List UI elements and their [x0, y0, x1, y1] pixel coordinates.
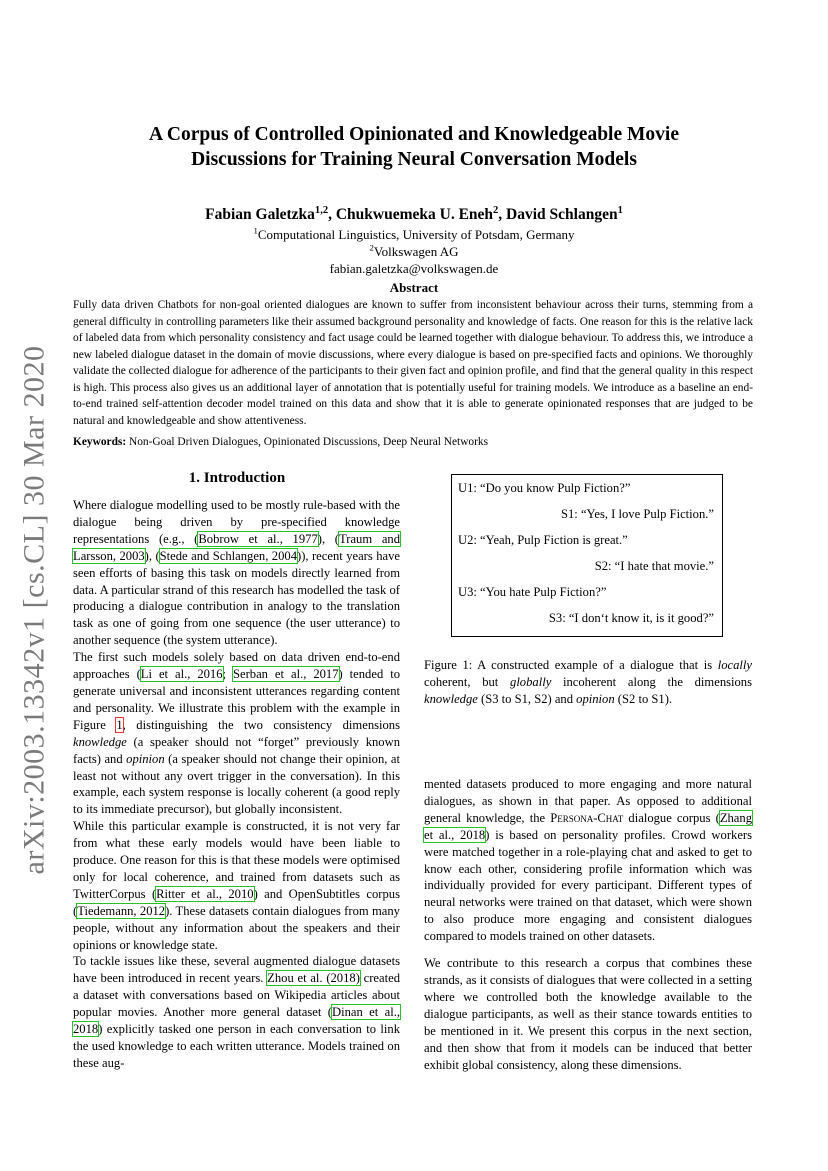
citation-dinan[interactable]: Dinan et al., 2018	[73, 1005, 400, 1037]
figure-1-caption: Figure 1: A constructed example of a dialogue that is locally coherent, but globally incoherent along the dimensions knowledge (S3 to S1, S2) and opinion (S2 to S1).	[424, 658, 753, 706]
right-column	[424, 776, 752, 1073]
keywords-text: Non-Goal Driven Dialogues, Opinionated Discussions, Deep Neural Networks	[126, 436, 489, 448]
abstract-text: Fully data driven Chatbots for non-goal oriented dialogues are known to suffer from inconsistent behaviour across their turns, stemming from a general difficulty in controlling parameters like their assumed background personality and knowledge of facts. One reason for this is the relative lack of labeled data from which personality consistency and fact usage could be learned together with dialogue behaviour. To address this, we introduce a new labeled dialogue dataset in the domain of movie discussions, where every dialogue is based on pre-specified facts and opinions. We thoroughly validate the collected dialogue for adherence of the participants to their given fact and opinion profile, and find that the general quality in this respect is high. This process also gives us an additional layer of annotation that is potentially useful for training models. We introduce as a baseline an end-to-end trained self-attention decoder model trained on this data and show that it is able to generate opinionated responses that are judged to be natural and knowledgeable and show attentiveness.	[73, 299, 753, 427]
section-heading-introduction: 1. Introduction	[188, 470, 286, 486]
dialogue-u2: U2: “Yeah, Pulp Fiction is great.”	[458, 533, 628, 547]
citation-stede[interactable]: Stede and Schlangen, 2004	[159, 548, 297, 563]
citation-ritter[interactable]: Ritter et al., 2010	[156, 886, 254, 901]
paper-title	[100, 122, 728, 172]
author-1-affil: 1,2	[314, 204, 329, 216]
citation-serban[interactable]: Serban et al., 2017	[233, 667, 339, 682]
citation-zhou[interactable]: Zhou et al. (2018)	[267, 971, 360, 986]
author-2: Chukwuemeka U. Eneh	[335, 206, 494, 223]
title-line-1: A Corpus of Controlled Opinionated and Knowledgeable Movie	[149, 124, 679, 145]
dialogue-u1: U1: “Do you know Pulp Fiction?”	[458, 481, 631, 495]
title-line-2: Discussions for Training Neural Conversation Models	[191, 149, 637, 170]
keywords-label: Keywords:	[73, 436, 127, 448]
author-email: fabian.galetzka@volkswagen.de	[329, 261, 499, 276]
dialogue-s3: S3: “I don‘t know it, is it good?”	[548, 611, 714, 625]
arxiv-id: arXiv:2003.13342v1 [cs.CL] 30 Mar 2020	[17, 345, 50, 875]
affiliation-2: $^2$Volkswagen AG	[369, 242, 459, 259]
affiliation-1: $^1$Computational Linguistics, University of Potsdam, Germany	[253, 225, 575, 242]
intro-paragraph-3: While this particular example is constructed, it is not very far from what these early models would have been liable to produce. One reason for this is that these models were optimised only for local coherence, and trained from datasets such as TwitterCorpus (Ritter et al., 2010) and OpenSubtitles corpus (Tiedemann, 2012). These datasets contain dialogues from many people, without any information about the speakers and their opinions or knowledge state.	[73, 819, 400, 952]
abstract-heading: Abstract	[389, 280, 439, 295]
citation-tiedemann[interactable]: Tiedemann, 2012	[77, 903, 166, 918]
author-1: Fabian Galetzka	[205, 206, 315, 223]
citation-zhang[interactable]: Zhang et al., 2018	[424, 810, 752, 842]
author-3-affil: 1	[617, 204, 623, 216]
right-paragraph-2: We contribute to this research a corpus that combines these strands, as it consists of dialogues that were collected in a setting where we controlled both the knowledge available to the dialogue participants, as well as their stance towards entities to be mentioned in it. We present this corpus in the next section, and then show that from it models can be induced that better exhibit global consistency, along these dimensions.	[424, 956, 752, 1072]
dialogue-s1: S1: “Yes, I love Pulp Fiction.”	[561, 507, 714, 521]
figure-reference[interactable]: 1	[116, 717, 123, 732]
keywords	[73, 434, 753, 450]
citation-bobrow[interactable]: Bobrow et al., 1977	[198, 531, 318, 546]
citation-traum[interactable]: Traum and Larsson, 2003	[73, 531, 401, 563]
intro-paragraph-4: To tackle issues like these, several augmented dialogue datasets have been introduced in recent years. Zhou et al. (2018) created a dataset with conversations based on Wikipedia articles about popular movies. Another more general dataset (Dinan et al., 2018) explicitly tasked one person in each conversation to link the used knowledge to each written utterance. Models trained on these aug-	[73, 954, 401, 1070]
right-paragraph-1: mented datasets produced to more engaging and more natural dialogues, as shown in that paper. As opposed to additional general knowledge, the Persona-Chat dialogue corpus (Zhang et al., 2018) is based on personality profiles. Crowd workers were matched together in a role-playing chat and asked to get to know each other, considering profile information which was individually provided for every participant. Different types of neural networks were trained on that dataset, which were shown to also produce more engaging and consistent dialogues compared to models trained on other datasets.	[424, 777, 752, 944]
author-2-affil: 2	[493, 204, 499, 216]
intro-paragraph-1: Where dialogue modelling used to be mostly rule-based with the dialogue being driven by pre-specified knowledge representations (e.g., (Bobrow et al., 1977), (Traum and Larsson, 2003), (Stede and Schlangen, 2004)), recent years have seen efforts of basing this task on models directly learned from data. A particular strand of this research has modelled the task of producing a dialogue contribution in analogy to the translation task as one of going from one sequence (the user utterance) to another sequence (the system utterance).	[73, 498, 401, 648]
dialogue-s2: S2: “I hate that movie.”	[594, 559, 714, 573]
author-3: David Schlangen	[506, 206, 618, 223]
arxiv-stamp	[9, 345, 59, 875]
intro-paragraph-2: The first such models solely based on data driven end-to-end approaches (Li et al., 2016; Serban et al., 2017) tended to generate universal and inconsistent utterances regarding content and personality. We illustrate this problem with the example in Figure 1, distinguishing the two consistency dimensions knowledge (a speaker should not “forget” previously known facts) and opinion (a speaker should not change their opinion, at least not without any overt trigger in the conversation). In this example, each system response is locally coherent (a good reply to its immediate precursor), but globally inconsistent.	[73, 650, 401, 817]
citation-li[interactable]: Li et al., 2016	[140, 667, 223, 682]
dialogue-u3: U3: “You hate Pulp Fiction?”	[458, 585, 607, 599]
author-list: Fabian Galetzka$^{1,2}$, Chukwuemeka U. Eneh$^2$, David Schlangen$^1$	[205, 204, 623, 223]
left-column	[73, 497, 400, 1072]
figure-1-dialogue-box	[451, 474, 723, 637]
persona-chat-name: Persona-Chat	[550, 810, 624, 825]
